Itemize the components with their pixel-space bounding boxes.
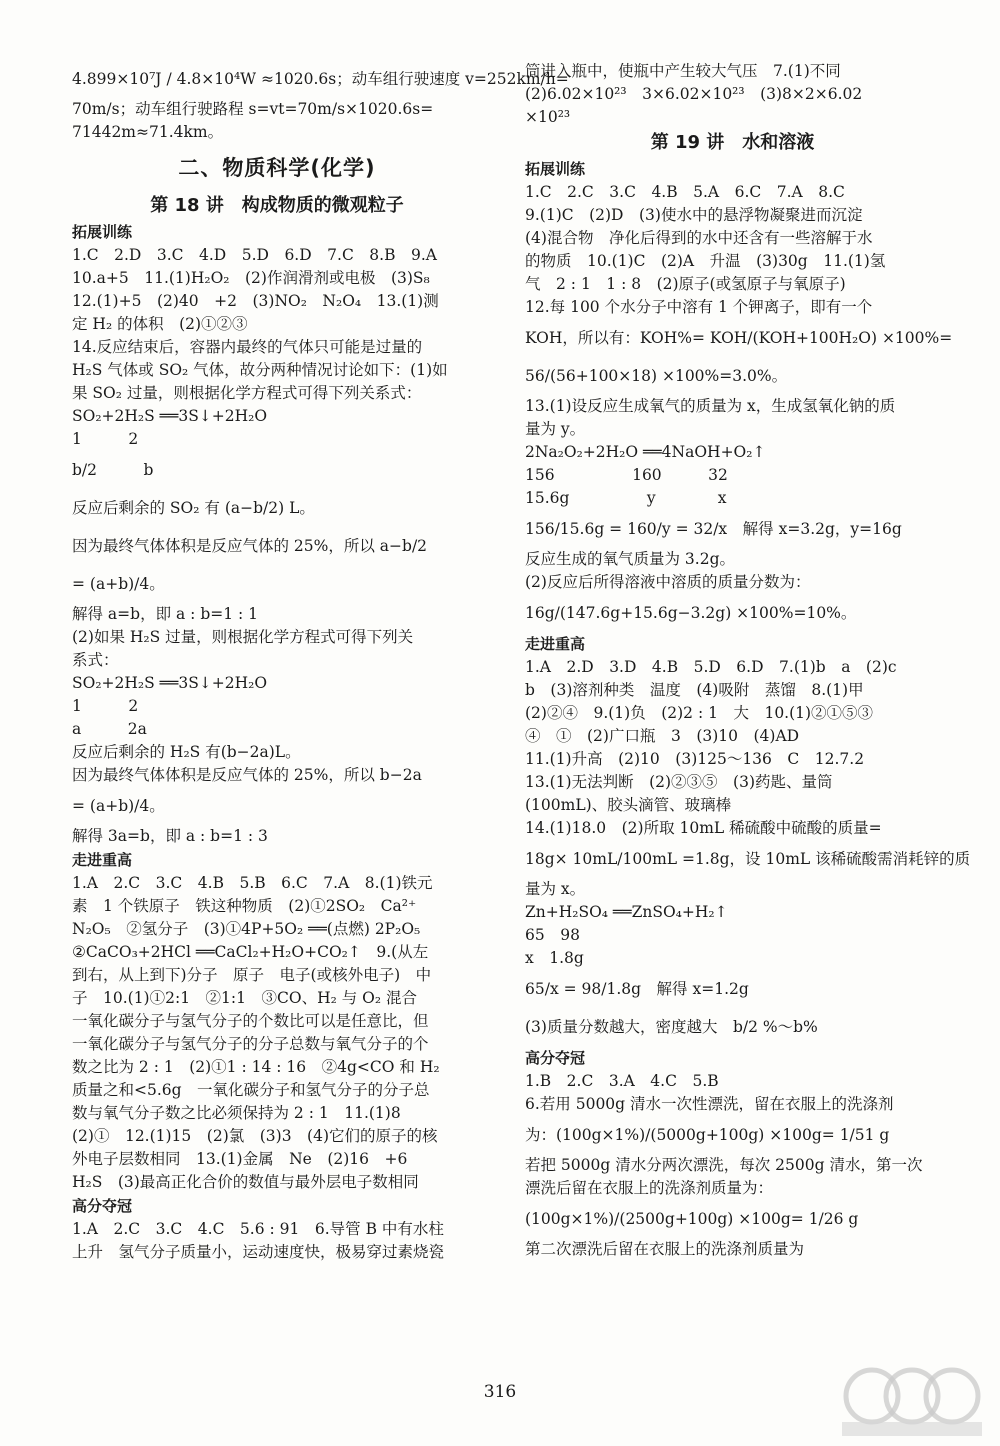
- text-line: 一氧化碳分子与氢气分子的个数比可以是任意比，但: [72, 1012, 429, 1030]
- text-line: (2)6.02×10²³ 3×6.02×10²³ (3)8×2×6.02: [525, 85, 863, 103]
- text-line: 筒进入瓶中，使瓶中产生较大气压 7.(1)不同: [525, 62, 841, 80]
- text-line: 为：(100g×1%)/(5000g+100g) ×100g= 1/51 g: [525, 1126, 890, 1144]
- text-line: N₂O₅ ②氢分子 (3)①4P+5O₂ ══(点燃) 2P₂O₅: [72, 920, 421, 938]
- text-line: Zn+H₂SO₄ ══ZnSO₄+H₂↑: [525, 903, 728, 921]
- text-line: = (a+b)/4。: [72, 797, 165, 815]
- text-line: 数之比为 2 : 1 (2)①1 : 14 : 16 ②4g<CO 和 H₂: [72, 1058, 440, 1076]
- text-line: 1.A 2.C 3.C 4.C 5.6 : 91 6.导管 B 中有水柱: [72, 1220, 444, 1238]
- text-line: 漂洗后留在衣服上的洗涤剂质量为：: [525, 1179, 774, 1197]
- text-line: 系式：: [72, 651, 119, 669]
- text-line: 数与氧气分子数之比必须保持为 2 : 1 11.(1)8: [72, 1104, 401, 1122]
- watermark-logo: [832, 1360, 992, 1440]
- text-line: 量为 y。: [525, 420, 586, 438]
- subheading: 高分夺冠: [525, 1049, 586, 1067]
- text-line: 子 10.(1)①2:1 ②1:1 ③CO、H₂ 与 O₂ 混合: [72, 989, 417, 1007]
- text-line: 的物质 10.(1)C (2)A 升温 (3)30g 11.(1)氢: [525, 252, 886, 270]
- text-line: 2Na₂O₂+2H₂O ══4NaOH+O₂↑: [525, 443, 766, 461]
- text-line: (3)质量分数越大，密度越大 b/2 %～b%: [525, 1018, 818, 1036]
- subheading: 走进重高: [72, 851, 133, 869]
- text-line: 156 160 32: [525, 466, 728, 484]
- text-line: b/2 b: [72, 461, 154, 479]
- text-line: 因为最终气体体积是反应气体的 25%，所以 b−2a: [72, 766, 422, 784]
- text-line: H₂S (3)最高正化合价的数值与最外层电子数相同: [72, 1173, 419, 1191]
- text-line: 1.C 2.C 3.C 4.B 5.A 6.C 7.A 8.C: [525, 183, 845, 201]
- text-line: 6.若用 5000g 清水一次性漂洗，留在衣服上的洗涤剂: [525, 1095, 894, 1113]
- subheading: 高分夺冠: [72, 1197, 133, 1215]
- text-line: 10.a+5 11.(1)H₂O₂ (2)作润滑剂或电极 (3)S₈: [72, 269, 430, 287]
- text-line: 9.(1)C (2)D (3)使水中的悬浮物凝聚进而沉淀: [525, 206, 863, 224]
- text-line: 若把 5000g 清水分两次漂洗，每次 2500g 清水，第一次: [525, 1156, 923, 1174]
- text-line: 反应后剩余的 SO₂ 有 (a−b/2) L。: [72, 499, 315, 517]
- text-line: a 2a: [72, 720, 147, 738]
- text-line: SO₂+2H₂S ══3S↓+2H₂O: [72, 674, 268, 692]
- text-line: 14.反应结束后，容器内最终的气体只可能是过量的: [72, 338, 423, 356]
- text-line: 果 SO₂ 过量，则根据化学方程式可得下列关系式：: [72, 384, 422, 402]
- text-line: 1.B 2.C 3.A 4.C 5.B: [525, 1072, 719, 1090]
- text-line: 12.(1)+5 (2)40 +2 (3)NO₂ N₂O₄ 13.(1)测: [72, 292, 439, 310]
- text-line: (2)②④ 9.(1)负 (2)2 : 1 大 10.(1)②①⑤③: [525, 704, 874, 722]
- text-line: 13.(1)设反应生成氧气的质量为 x，生成氢氧化钠的质: [525, 397, 896, 415]
- text-line: = (a+b)/4。: [72, 575, 165, 593]
- text-line: H₂S 气体或 SO₂ 气体，故分两种情况讨论如下：(1)如: [72, 361, 448, 379]
- text-line: x 1.8g: [525, 949, 584, 967]
- text-line: 解得 a=b，即 a : b=1 : 1: [72, 605, 259, 623]
- page-number: 316: [483, 1382, 517, 1402]
- text-line: (100g×1%)/(2500g+100g) ×100g= 1/26 g: [525, 1210, 859, 1228]
- text-line: 156/15.6g = 160/y = 32/x 解得 x=3.2g，y=16g: [525, 520, 902, 538]
- text-line: 质量之和<5.6g 一氧化碳分子和氢气分子的分子总: [72, 1081, 430, 1099]
- text-line: (2)反应后所得溶液中溶质的质量分数为：: [525, 573, 811, 591]
- text-line: 1 2: [72, 430, 139, 448]
- lesson-title: 第 18 讲 构成物质的微观粒子: [150, 195, 404, 216]
- text-line: 反应后剩余的 H₂S 有(b−2a)L。: [72, 743, 301, 761]
- text-line: (2)如果 H₂S 过量，则根据化学方程式可得下列关: [72, 628, 414, 646]
- text-line: 56/(56+100×18) ×100%=3.0%。: [525, 367, 788, 385]
- text-line: 上升 氢气分子质量小，运动速度快，极易穿过素烧瓷: [72, 1243, 445, 1261]
- lesson-title: 第 19 讲 水和溶液: [650, 132, 815, 153]
- right-column: [525, 60, 971, 1261]
- text-line: 到右，从上到下)分子 原子 电子(或核外电子) 中: [72, 966, 432, 984]
- text-line: 65 98: [525, 926, 580, 944]
- subheading: 拓展训练: [525, 160, 586, 178]
- text-line: 反应生成的氧气质量为 3.2g。: [525, 550, 736, 568]
- text-line: 1.A 2.D 3.D 4.B 5.D 6.D 7.(1)b a (2)c: [525, 658, 897, 676]
- text-line: (4)混合物 净化后得到的水中还含有一些溶解于水: [525, 229, 873, 247]
- text-line: 定 H₂ 的体积 (2)①②③: [72, 315, 248, 333]
- text-line: 12.每 100 个水分子中溶有 1 个钾离子，即有一个: [525, 298, 873, 316]
- text-line: 1.A 2.C 3.C 4.B 5.B 6.C 7.A 8.(1)铁元: [72, 874, 433, 892]
- text-line: 素 1 个铁原子 铁这种物质 (2)①2SO₂ Ca²⁺: [72, 897, 417, 915]
- text-line: 气 2 : 1 1 : 8 (2)原子(或氢原子与氧原子): [525, 275, 846, 293]
- subheading: 拓展训练: [72, 223, 133, 241]
- text-line: ②CaCO₃+2HCl ══CaCl₂+H₂O+CO₂↑ 9.(从左: [72, 943, 429, 961]
- text-line: 4.899×10⁷J / 4.8×10⁴W ≈1020.6s；动车组行驶速度 v=252km/h=: [72, 70, 569, 88]
- subheading: 走进重高: [525, 635, 586, 653]
- text-line: 外电子层数相同 13.(1)金属 Ne (2)16 +6: [72, 1150, 408, 1168]
- text-line: KOH，所以有：KOH%= KOH/(KOH+100H₂O) ×100%=: [525, 329, 953, 347]
- text-line: 量为 x。: [525, 880, 586, 898]
- text-line: 65/x = 98/1.8g 解得 x=1.2g: [525, 980, 749, 998]
- text-line: ×10²³: [525, 108, 571, 126]
- text-line: 1 2: [72, 697, 139, 715]
- text-line: 1.C 2.D 3.C 4.D 5.D 6.D 7.C 8.B 9.A: [72, 246, 437, 264]
- text-line: 71442m≈71.4km。: [72, 123, 224, 141]
- text-line: ④ ① (2)广口瓶 3 (3)10 (4)AD: [525, 727, 800, 745]
- text-line: (100mL)、胶头滴管、玻璃棒: [525, 796, 732, 814]
- text-line: 解得 3a=b，即 a : b=1 : 3: [72, 827, 268, 845]
- text-line: 14.(1)18.0 (2)所取 10mL 稀硫酸中硫酸的质量=: [525, 819, 882, 837]
- text-line: 13.(1)无法判断 (2)②③⑤ (3)药匙、量筒: [525, 773, 833, 791]
- text-line: b (3)溶剂种类 温度 (4)吸附 蒸馏 8.(1)甲: [525, 681, 864, 699]
- text-line: 11.(1)升高 (2)10 (3)125～136 C 12.7.2: [525, 750, 865, 768]
- text-line: 一氧化碳分子与氢气分子的分子总数与氧气分子的个: [72, 1035, 429, 1053]
- section-title: 二、物质科学(化学): [178, 156, 376, 180]
- text-line: 18g× 10mL/100mL =1.8g，设 10mL 该稀硫酸需消耗锌的质: [525, 850, 971, 868]
- text-line: 因为最终气体体积是反应气体的 25%，所以 a−b/2: [72, 537, 428, 555]
- text-line: 第二次漂洗后留在衣服上的洗涤剂质量为: [525, 1240, 805, 1258]
- text-line: 16g/(147.6g+15.6g−3.2g) ×100%=10%。: [525, 604, 857, 622]
- text-line: SO₂+2H₂S ══3S↓+2H₂O: [72, 407, 268, 425]
- text-line: 70m/s；动车组行驶路程 s=vt=70m/s×1020.6s=: [72, 100, 434, 118]
- text-line: (2)① 12.(1)15 (2)氯 (3)3 (4)它们的原子的核: [72, 1127, 438, 1145]
- text-line: 15.6g y x: [525, 489, 727, 507]
